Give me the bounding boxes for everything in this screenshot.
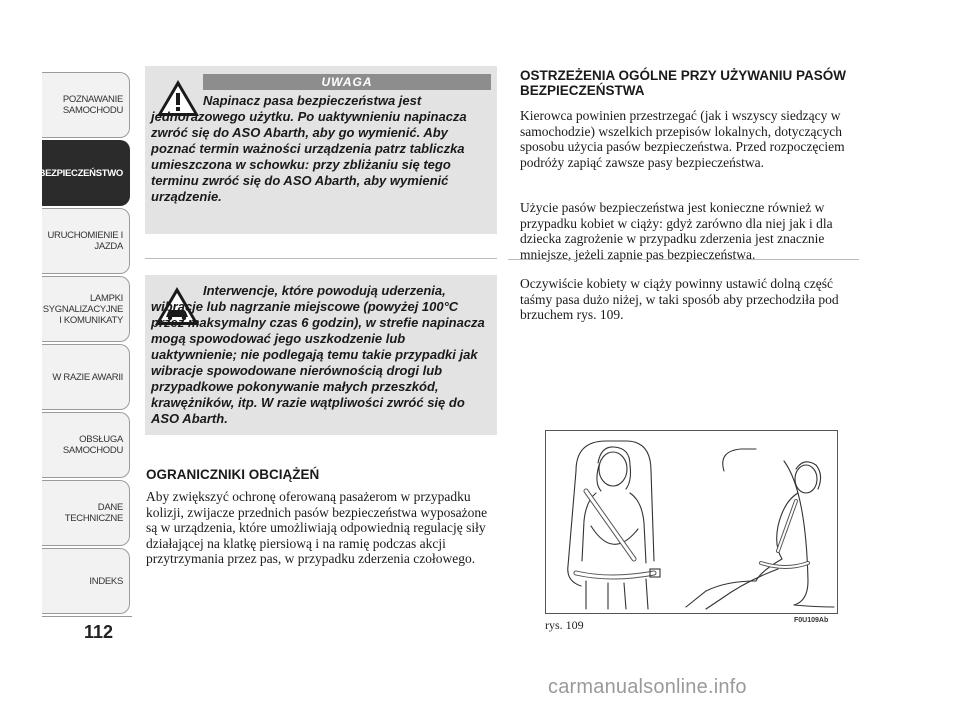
tab-indeks[interactable] xyxy=(42,548,130,614)
warning-text: Napinacz pasa bezpieczeństwa jest jednorazowego użytku. Po uaktywnieniu napinacza zwróć się do ASO Abarth, aby go wymienić. Aby poznać termin ważności urządzenia patrz tabliczka umieszczona w schowku: przy zbliżaniu się tego terminu zwróć się do ASO Abarth, aby wymienić urządzenie. xyxy=(151,93,467,204)
warning-text: Interwencje, które powodują uderzenia, wibracje lub nagrzanie miejscowe (powyżej 100°C przez maksymalny czas 6 godzin), w strefie napinacza mogą spowodować jego uszkodzenie lub uaktywnienie; nie podlegają temu takie przypadki jak wibracje spowodowane nierównością drogi lub przypadkowe pokonywanie małych przeszkód, krawężników, itp. W razie wątpliwości zwróć się do ASO Abarth. xyxy=(151,283,485,426)
tab-label: OBSŁUGA SAMOCHODU xyxy=(62,434,123,456)
tab-label: POZNAWANIE SAMOCHODU xyxy=(62,94,123,116)
tab-label: W RAZIE AWARII xyxy=(52,371,123,383)
watermark: carmanualsonline.info xyxy=(548,676,747,698)
section-title-load-limiters: OGRANICZNIKI OBCIĄŻEŃ xyxy=(146,467,320,482)
warning-header: UWAGA xyxy=(203,74,491,90)
tab-label: LAMPKI SYGNALIZACYJNE I KOMUNIKATY xyxy=(42,292,123,326)
warning-box-uwaga xyxy=(145,66,497,234)
pregnant-seatbelt-illustration xyxy=(546,431,837,613)
figure-code: F0U109Ab xyxy=(794,617,829,624)
tab-label: BEZPIECZEŃSTWO xyxy=(38,167,123,179)
general-warnings-paragraph-2: Użycie pasów bezpieczeństwa jest konieczne również w przypadku kobiet w ciąży: gdyż zarówno dla niej jak i dla dziecka zagrożenie w przypadku zderzenia jest znacznie mniejsze, jeżeli zapnie pas bezpieczeństwa. xyxy=(520,200,833,262)
tab-lampki-sygnalizacyjne[interactable] xyxy=(42,276,130,342)
page-number: 112 xyxy=(84,622,114,642)
warning-box-tensioner xyxy=(145,275,497,435)
figure-caption: rys. 109 xyxy=(545,618,584,632)
divider xyxy=(508,259,859,260)
load-limiters-paragraph: Aby zwiększyć ochronę oferowaną pasażerom w przypadku kolizji, zwijacze przednich pasów bezpieczeństwa wyposażone są w urządzenia, które umożliwiają odpowiednią regulację siły działającej na klatkę piersiową i na ramię podczas akcji przytrzymania przez pas, w przypadku zderzenia czołowego. xyxy=(146,489,488,566)
tab-label: INDEKS xyxy=(89,575,123,587)
tab-label: DANE TECHNICZNE xyxy=(64,502,123,524)
section-title-general-warnings: OSTRZEŻENIA OGÓLNE PRZY UŻYWANIU PASÓW BEZPIECZEŃSTWA xyxy=(520,68,847,98)
page-number-rule xyxy=(42,616,132,617)
tab-label: URUCHOMIENIE I JAZDA xyxy=(47,230,123,252)
tab-dane-techniczne[interactable] xyxy=(42,480,130,546)
figure-pregnant-seatbelt xyxy=(545,430,838,614)
tab-w-razie-awarii[interactable] xyxy=(42,344,130,410)
general-warnings-paragraph-3: Oczywiście kobiety w ciąży powinny ustawić dolną część taśmy pasa dużo niżej, w taki sposób aby przechodziła pod brzuchem rys. 109. xyxy=(520,276,839,322)
general-warnings-paragraph-1: Kierowca powinien przestrzegać (jak i wszyscy siedzący w samochodzie) wszelkich przepisów lokalnych, dotyczących sposobu użycia pasów bezpieczeństwa. Przed rozpoczęciem podróży zapiąć zawsze pasy bezpieczeństwa. xyxy=(520,108,845,170)
tab-obsluga-samochodu[interactable] xyxy=(42,412,130,478)
tab-poznawanie-samochodu[interactable] xyxy=(42,72,130,138)
divider xyxy=(145,258,497,259)
tab-bezpieczenstwo[interactable] xyxy=(38,140,130,206)
tab-uruchomienie-i-jazda[interactable] xyxy=(42,208,130,274)
